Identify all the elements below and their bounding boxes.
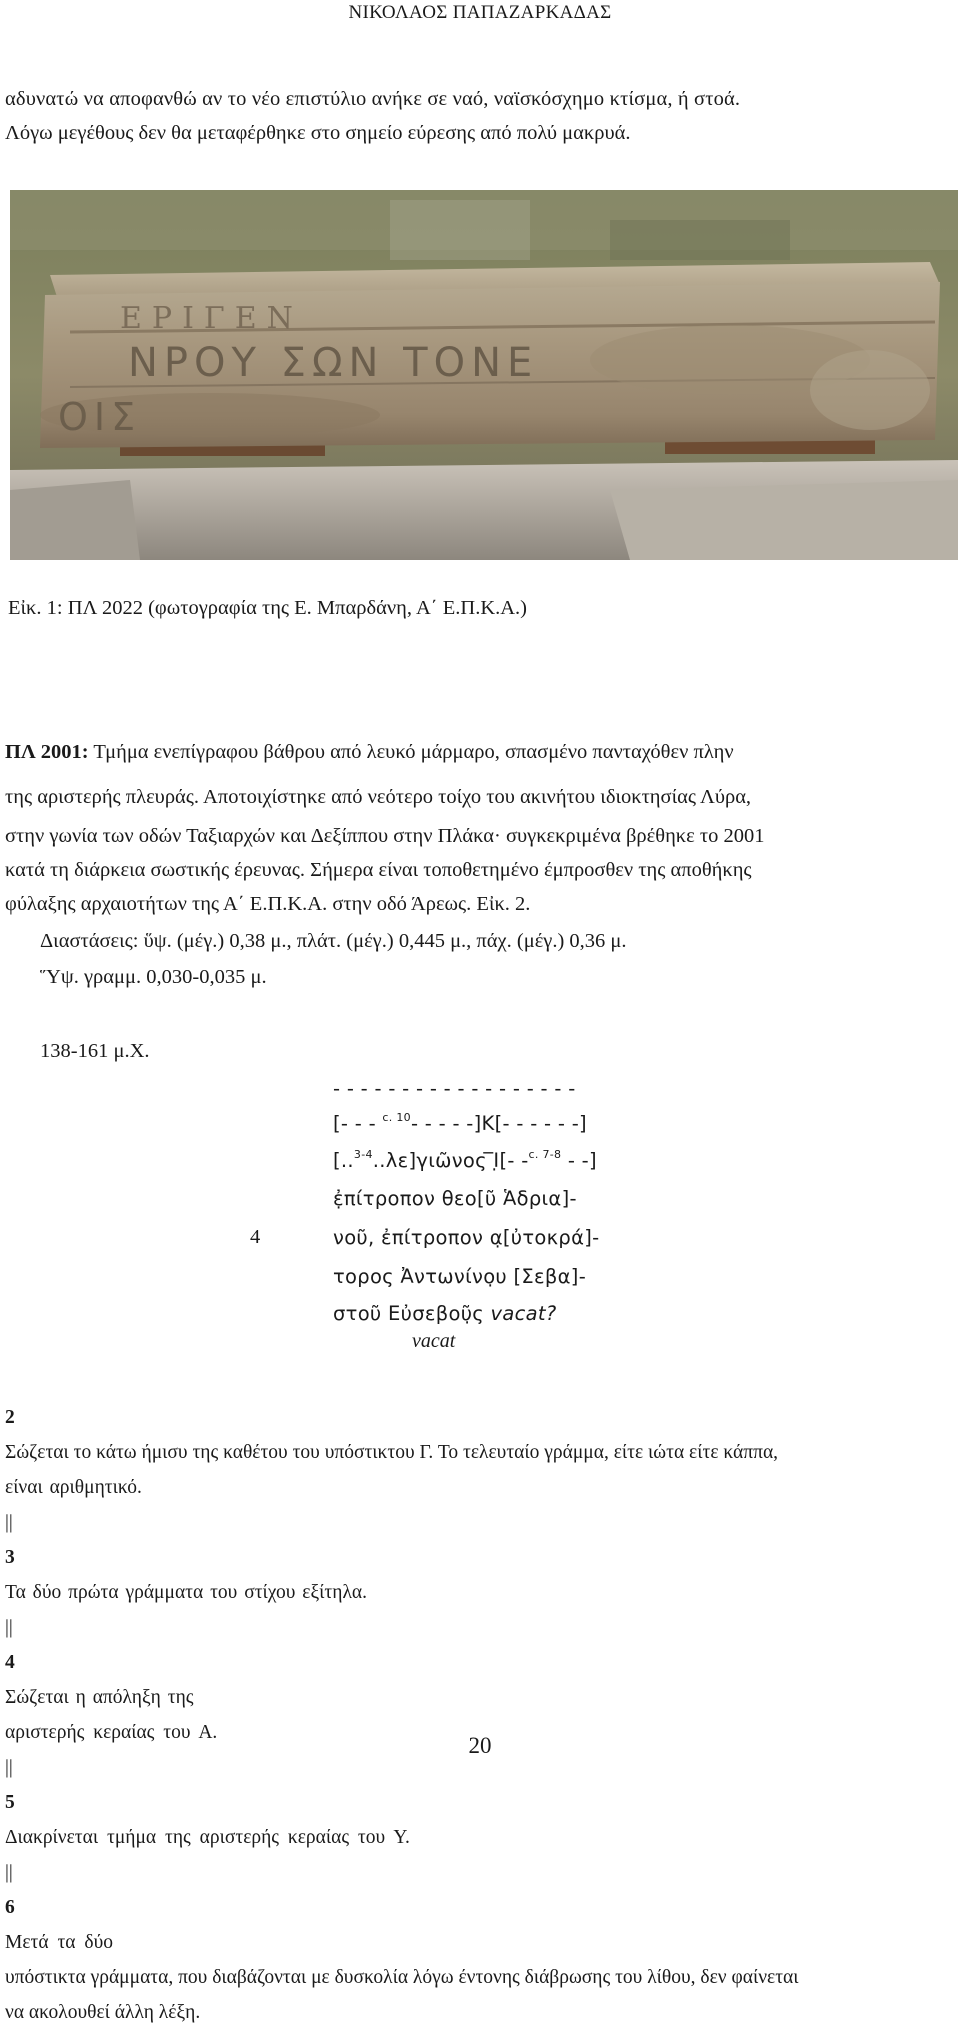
inscription-line-4: νοῦ, ἐπίτροπον α̣[ὐτοκρά]- [333, 1226, 600, 1249]
note-text: Σώζεται η απόληξη της [5, 1687, 194, 1708]
inscription-text: στοῦ Εὐσεβοῦ̣ς [333, 1302, 491, 1325]
inscription-line-6 [333, 1302, 556, 1325]
inscription-line-3: ἐ̣πίτροπον θεο[ῦ Ἁδρια]- [333, 1187, 577, 1210]
inscription-fragment: ΝΡΟΥ ΣΩΝ ΤΟΝΕ [128, 340, 539, 386]
note-number: 5 [5, 1792, 15, 1813]
vacat-mark: vacat? [490, 1302, 557, 1325]
apparatus-notes [5, 1400, 957, 2030]
inscription-line-2 [333, 1148, 597, 1172]
line-number: 4 [250, 1226, 261, 1248]
lacuna-estimate: c. 10 [382, 1111, 411, 1124]
dimensions: Διαστάσεις: ὕψ. (μέγ.) 0,38 μ., πλάτ. (μέγ.) 0,445 μ., πάχ. (μέγ.) 0,36 μ. [40, 930, 627, 952]
note-number: 6 [5, 1897, 15, 1918]
entry-line: Τμήμα ενεπίγραφου βάθρου από λευκό μάρμαρο, σπασμένο πανταχόθεν πλην [88, 741, 734, 763]
note-line: υπόστικτα γράμματα, που διαβάζονται με δυσκολία λόγω έντονης διάβρωσης του λίθου, δεν φαίνεται [5, 1967, 799, 1988]
note-text: Τα δύο πρώτα γράμματα του στίχου εξίτηλα. [5, 1582, 368, 1603]
figure-photo [10, 190, 958, 560]
note-separator: || [5, 1757, 13, 1778]
inscription-fragment: ΟΙΣ [58, 395, 142, 439]
note-text: Μετά τα δύο [5, 1932, 113, 1953]
note-text: Διακρίνεται τμήμα της αριστερής κεραίας του Υ. [5, 1827, 410, 1848]
note-text: αριστερής κεραίας του Α. [5, 1722, 218, 1743]
inscription-fragment: ΕΡΙΓΕΝ [120, 301, 303, 336]
page-number: 20 [468, 1733, 492, 1758]
note-number: 4 [5, 1652, 15, 1673]
lacuna-estimate: 3-4 [353, 1148, 373, 1161]
note-line: να ακολουθεί άλλη λέξη. [5, 2002, 201, 2023]
inscription-text: ..λε]γιῶνος ̅Ι̣[- - [372, 1149, 529, 1172]
entry-first-line [5, 741, 734, 764]
note-number: 3 [5, 1547, 15, 1568]
entry-line: φύλαξης αρχαιοτήτων της Α΄ Ε.Π.Κ.Α. στην οδό Άρεως. Εἰκ. 2. [5, 893, 531, 915]
entry-label: ΠΛ 2001: [5, 741, 89, 763]
lacuna-estimate: c. 7-8 [528, 1148, 562, 1161]
note-separator: || [5, 1617, 13, 1638]
letter-height: Ὕψ. γραμμ. 0,030-0,035 μ. [40, 966, 267, 988]
inscription-text: [- - - [333, 1112, 383, 1135]
inscription-text: - - - - -]Κ[- - - - - -] [410, 1112, 587, 1135]
note-line [5, 1470, 957, 1715]
note-separator: || [5, 1512, 13, 1533]
note-line [5, 1400, 957, 1470]
entry-line: της αριστερής πλευράς. Αποτοιχίστηκε από νεότερο τοίχο του ακινήτου ιδιοκτησίας Λύρα, [5, 786, 752, 808]
inscription-text: [.. [333, 1149, 354, 1172]
intro-line: Λόγω μεγέθους δεν θα μεταφέρθηκε στο σημείο εύρεσης από πολύ μακρυά. [5, 122, 631, 144]
running-header: ΝΙΚΟΛΑΟΣ ΠΑΠΑΖΑΡΚΑΔΑΣ [348, 2, 612, 23]
note-separator: || [5, 1862, 13, 1883]
vacat-mark: vacat [412, 1330, 456, 1352]
entry-line: στην γωνία των οδών Ταξιαρχών και Δεξίππου στην Πλάκα· συγκεκριμένα βρέθηκε το 2001 [5, 825, 765, 847]
intro-paragraph [5, 82, 955, 150]
inscription-text: - -] [561, 1149, 597, 1172]
intro-line: αδυνατώ να αποφανθώ αν το νέο επιστύλιο ανήκε σε ναό, ναϊσκόσχημο κτίσμα, ή στοά. [5, 88, 741, 110]
note-number: 2 [5, 1407, 15, 1428]
figure-caption: Εἰκ. 1: ΠΛ 2022 (φωτογραφία της Ε. Μπαρδάνη, Α΄ Ε.Π.Κ.Α.) [8, 597, 528, 619]
date: 138-161 μ.Χ. [40, 1040, 150, 1062]
inscription-line-1 [333, 1111, 587, 1135]
note-text: είναι αριθμητικό. [5, 1477, 142, 1498]
note-text: Σώζεται το κάτω ήμισυ της καθέτου του υπόστικτου Γ. Το τελευταίο γράμμα, είτε ιώτα είτε κάππα, [5, 1442, 779, 1463]
inscription-line-0: - - - - - - - - - - - - - - - - - - [333, 1077, 576, 1100]
inscription-line-5: τορος Ἀντωνίνο̣υ [Σεβα]- [333, 1265, 587, 1288]
entry-line: κατά τη διάρκεια σωστικής έρευνας. Σήμερα είναι τοποθετημένο έμπροσθεν της αποθήκης [5, 859, 752, 881]
